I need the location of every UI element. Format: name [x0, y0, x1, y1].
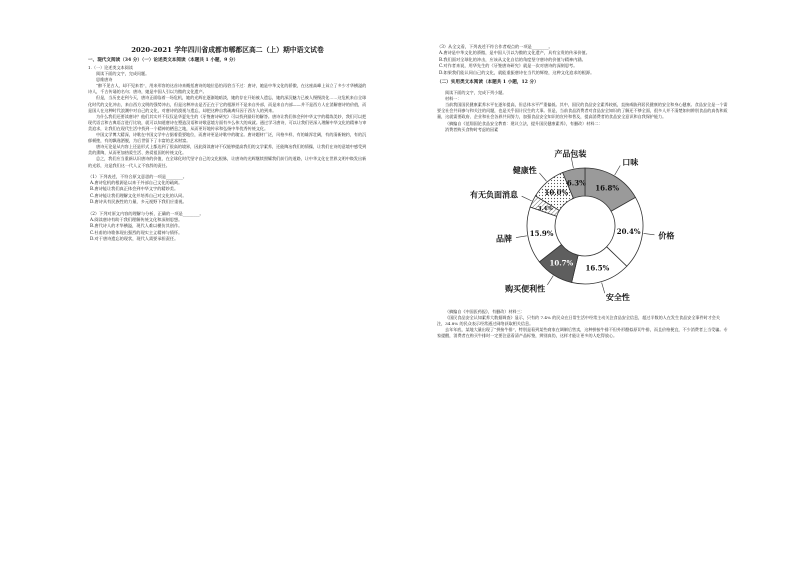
value-label-2: 20.4% — [616, 226, 641, 236]
value-label-6: 3.4% — [537, 205, 553, 212]
option-c: C.杜甫的诗歌体现出强烈的现实主义精神与情怀。 — [90, 229, 183, 235]
option-c: C.对作者来说，用华先生的《牙签唐诗研究》就是一次对唐诗的深刻思考。 — [439, 63, 578, 69]
category-label-4: 购买便利性 — [505, 283, 546, 294]
material-3-source: （摘编自《中国医药报》，有删改）材料三： — [445, 308, 525, 314]
leader-line-1 — [615, 165, 621, 175]
option-b: B.唐代诗人的才华横溢，现代人难以模仿其创作。 — [90, 223, 183, 229]
material-3-text-2: 去年年底，某地大量出现了“拼接牛排”，特别是看到某些商家在调制后售卖，这种拼接牛排不但外形酷似原切牛排，而且价格便宜，不少消费者上当受骗。专家提醒，消费者在购买牛排时一定要注意看清产品标签，辨别真伪，这样才能让更多的人吃得放心。 — [437, 326, 728, 339]
right-column — [397, 0, 794, 561]
exam-title: 2020-2021 学年四川省成都市郫都区高二（上）期中语文试卷 — [131, 46, 324, 54]
category-label-6: 有无负面消息 — [470, 189, 519, 200]
question-1-2: （2）下列对原文内容的理解与分析，正确的一项是________。 — [88, 210, 204, 216]
donut-chart — [457, 134, 687, 309]
value-label-7: 10.0% — [544, 187, 569, 197]
passage-paragraph: 唐诗无论是从内容上还是形式上都达到了很高的境界，因此阅读唐诗不仅能够提高我们的文学素养，还能陶冶我们的情操，让我们在诗的意境中感受到美的熏陶，从而更加热爱生活、热爱祖国的传统文化。 — [88, 144, 367, 156]
value-label-5: 15.9% — [529, 228, 554, 238]
category-label-1: 口味 — [622, 156, 639, 167]
material-1-label: 材料一： — [445, 96, 462, 102]
question-2-instruction: 阅读下面的文字，完成下列小题。 — [445, 90, 507, 96]
leader-line-4 — [547, 275, 553, 284]
leader-line-7 — [539, 173, 546, 181]
passage-paragraph: 但是，当历史走到今天，唐诗正面临着一场危机，她的光辉在逐渐地暗淡，她的存在开始被人遗忘，她的深沉魅力已被人慢慢淡化……这危机来自全球化时代的文化冲击，来自西方文明的强势冲击，但是这种冲击是否正在于它的根源并不是来自外部，而是来自内部——并不是西方人在消解唐诗的价值，而是国人在这种时代浪潮中对自己的文化，对唐诗的漠视与遗忘，却把这种自我疏离归因于西方人的到来。 — [88, 95, 367, 113]
value-label-3: 16.5% — [585, 263, 610, 273]
question-1-1: （1）下列表述，不符合原文意思的一项是________。 — [88, 173, 187, 179]
category-label-5: 品牌 — [496, 232, 513, 243]
material-1-source: （摘编自《范翔国论食品安全教育：建议立法，提升国民健康素养》，有删改）材料二： — [445, 120, 603, 126]
category-label-2: 价格 — [658, 229, 675, 240]
donut-chart-svg — [457, 134, 687, 309]
option-b: B.我们面对全球化的冲击，应该从文化自信的角度坚守唐诗的价值与精神内涵。 — [439, 56, 586, 62]
option-d: D.对于唐诗遗忘的现状，现代人需要承担责任。 — [90, 236, 179, 242]
question-1-3: （3）从全文看，下列表述不符合作者观点的一项是________。 — [437, 44, 553, 49]
option-b: B.唐诗能让我们真正体会到中华文字的精妙美。 — [90, 186, 179, 192]
category-label-3: 安全性 — [605, 291, 630, 302]
section-2-heading: （二）实用类文本阅读（本题共 1 小题，12 分） — [437, 80, 539, 86]
material-1-text: 当前我国国民健康素养水平在逐年提高，但总体水平严重偏低。其中，国民的食品安全素养较低，直接威胁到居民健康的安全和身心健康。食品安全是一个需要全社会共同参与和关注的问题，也是关乎国计民生的大事。但是，当前食品消费者对食品安全知识的了解还不够全面，很多人并不清楚如何辨别食品的真伪和质量，这就需要政府、企业和社会各界共同努力，加强食品安全知识的宣传和普及，提高消费者的食品安全意识和自我保护能力。 — [437, 102, 728, 120]
passage-paragraph: 中国文学博大精深，诗歌在中国文学中占据着重要地位，而唐诗更是诗歌中的瑰宝。唐诗题材广泛，风格多样，有的雄浑壮阔，有的清新婉约，有的沉郁顿挫，有的飘逸洒脱，为后世留下了丰富的艺术财富。 — [88, 132, 367, 144]
question-1-instruction: 阅读下面的文字，完成问题。 — [96, 71, 150, 77]
option-a: A.阅读唐诗有助于我们理解传统文化和深刻思想。 — [90, 217, 183, 223]
passage-paragraph: “醉不见吉人，却不见来者”，用来形容的这首诗来概括唐诗的地位恐怕再恰当不过：唐诗，她是中华文化的骄傲，在这座高峰上耸立了多少才华横溢的诗人，千古传诵的名句；唐诗，她是中国人引以为傲的文化遗产。 — [88, 83, 367, 95]
option-d: D.唐诗具有民族性的力量，多元视野下我们应重视。 — [90, 199, 187, 205]
leader-line-2 — [644, 233, 655, 234]
option-a: A.唐诗是中华文化的骄傲，是中国人引以为傲的文化遗产，具有宝贵的传承价值。 — [439, 50, 590, 56]
material-2-caption: 消费者购买食物时考虑的因素 — [445, 126, 499, 132]
leader-line-6 — [522, 196, 532, 201]
question-1-subtitle: 思维唐诗 — [96, 77, 113, 83]
section-1-heading: 一、现代文阅读（34 分）（一）论述类文本阅读（本题共 1 小题，9 分） — [88, 58, 239, 63]
leader-line-5 — [516, 235, 527, 237]
leader-line-3 — [602, 282, 605, 293]
category-label-8: 产品包装 — [554, 148, 587, 159]
material-3-text: 《国民食品安全认知素养大数据调查》显示，只有约 7.4% 的民众在日常生活中经常主动关注食品安全信息，超过半数的人在发生食品安全事件时才会关注，34.8% 的民众表示经常通过网络获取相关信息。 — [437, 314, 720, 326]
option-d: D.如果我们能认同自己的文化，就能重振唐诗在当代的辉煌，这种文化追求的根源。 — [439, 69, 595, 75]
value-label-8: 6.3% — [566, 178, 586, 188]
question-1-intro: 1.（一）论述类文本阅读 — [88, 65, 133, 70]
value-label-4: 10.7% — [549, 258, 574, 268]
leader-line-8 — [571, 157, 573, 168]
option-c: C.唐诗能让我们理解文化并培养自己对文化的认同。 — [90, 192, 187, 198]
category-label-7: 健康性 — [512, 164, 537, 175]
passage-paragraph: 总之，我们应当重新认识唐诗的价值，在全球化时代坚守自己的文化根脉，让唐诗的光辉继续照耀我们前行的道路，让中华文化在世界文明中焕发出新的光彩，这是我们这一代人义不容辞的责任。 — [88, 156, 367, 168]
value-label-1: 16.8% — [595, 183, 620, 193]
passage-paragraph: 为什么我们还要读唐诗？他们其实并不仅仅是华夏先生的《牙签唐诗研究》可以找到最好的解答。唐诗让我们体会到中华文字的精练美妙，我们可以把现代语言和古典语言进行比较，就可以知道唐诗在塑造汉语和诗歌意境方面有多么伟大的成就。通过学习唐诗，可以让我们更深入理解中华文化的精神与审美追求，让我们在现代生活中找到一个精神的栖息之地，从而更好地传承和弘扬中华优秀传统文化。 — [88, 113, 367, 131]
option-a: A.唐诗危机的根源是以来于外部自己文化的疏离。 — [90, 180, 183, 185]
